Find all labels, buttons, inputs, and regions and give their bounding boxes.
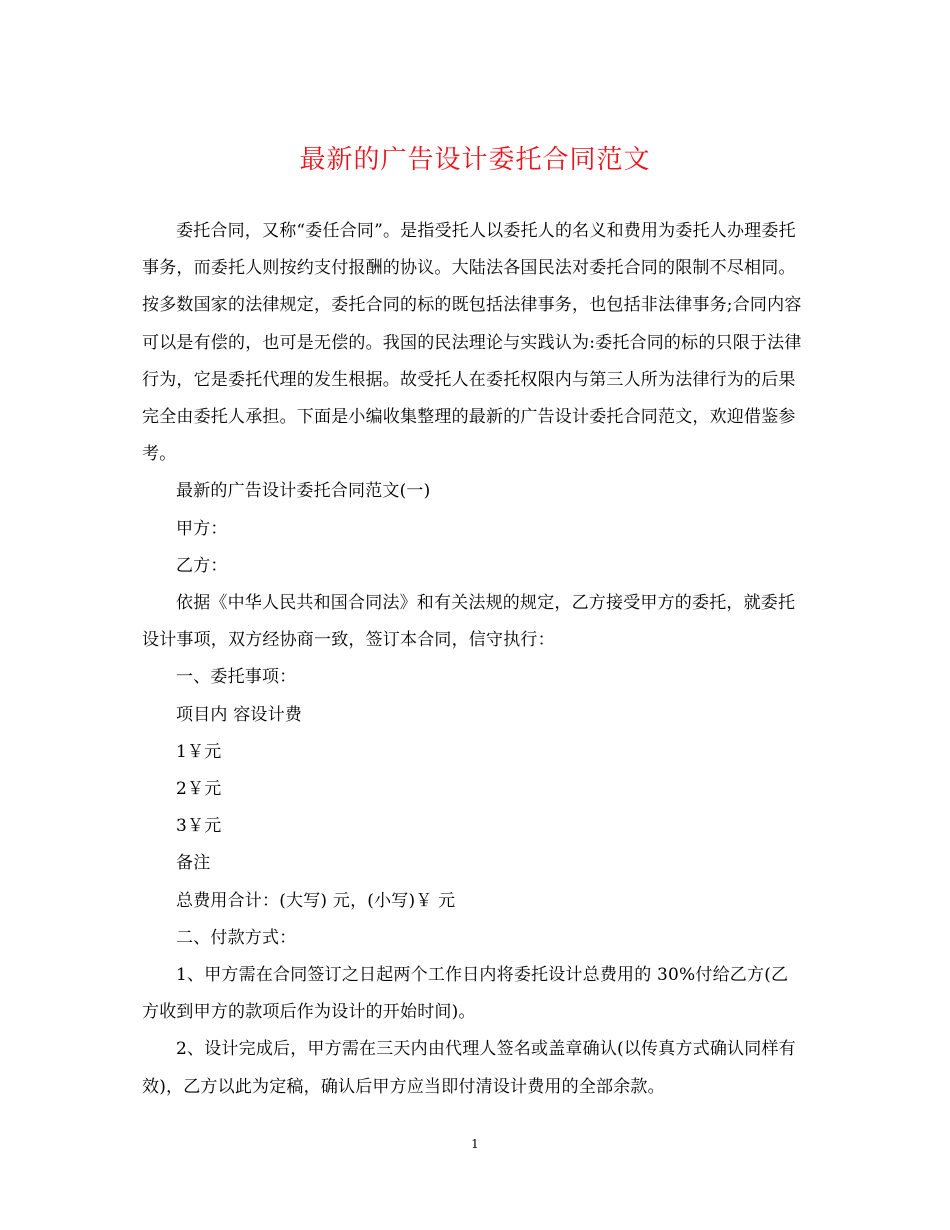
total-fee-line: 总费用合计：(大写) 元，(小写)￥ 元 xyxy=(176,890,456,911)
contract-heading: 最新的广告设计委托合同范文(一) xyxy=(176,481,431,502)
basis-paragraph: 依据《中华人民共和国合同法》和有关法规的规定，乙方接受甲方的委托，就委托设计事项，双方经协商一致，签订本合同，信守执行： xyxy=(142,593,796,651)
party-a-line: 甲方： xyxy=(176,518,228,539)
page-number: 1 xyxy=(471,1137,479,1151)
intro-paragraph: 委托合同，又称“委任合同”。是指受托人以委托人的名义和费用为委托人办理委托事务，而委托人则按约支付报酬的协议。大陆法各国民法对委托合同的限制不尽相同。按多数国家的法律规定，委托合同的标的既包括法律事务，也包括非法律事务;合同内容可以是有偿的，也可是无偿的。我国的民法理论与实践认为:委托合同的标的只限于法律行为，它是委托代理的发生根据。故受托人在委托权限内与第三人所为法律行为的后果完全由委托人承担。下面是小编收集整理的最新的广告设计委托合同范文，欢迎借鉴参考。 xyxy=(142,221,802,465)
item-line-2: 2￥元 xyxy=(176,779,222,800)
item-line-3: 3￥元 xyxy=(176,816,222,837)
payment-clause-2: 2、设计完成后，甲方需在三天内由代理人签名或盖章确认(以传真方式确认同样有效)，乙方以此为定稿，确认后甲方应当即付清设计费用的全部余款。 xyxy=(142,1039,796,1097)
remarks-line: 备注 xyxy=(176,853,211,874)
party-b-line: 乙方： xyxy=(176,555,228,576)
item-header-line: 项目内 容设计费 xyxy=(176,704,303,725)
section-1-heading: 一、委托事项： xyxy=(176,667,297,688)
document-body xyxy=(142,213,802,1106)
document-title: 最新的广告设计委托合同范文 xyxy=(299,145,651,175)
section-2-heading: 二、付款方式： xyxy=(176,927,297,948)
payment-clause-1: 1、甲方需在合同签订之日起两个工作日内将委托设计总费用的 30%付给乙方(乙方收到甲方的款项后作为设计的开始时间)。 xyxy=(142,965,789,1023)
item-line-1: 1￥元 xyxy=(176,741,222,762)
